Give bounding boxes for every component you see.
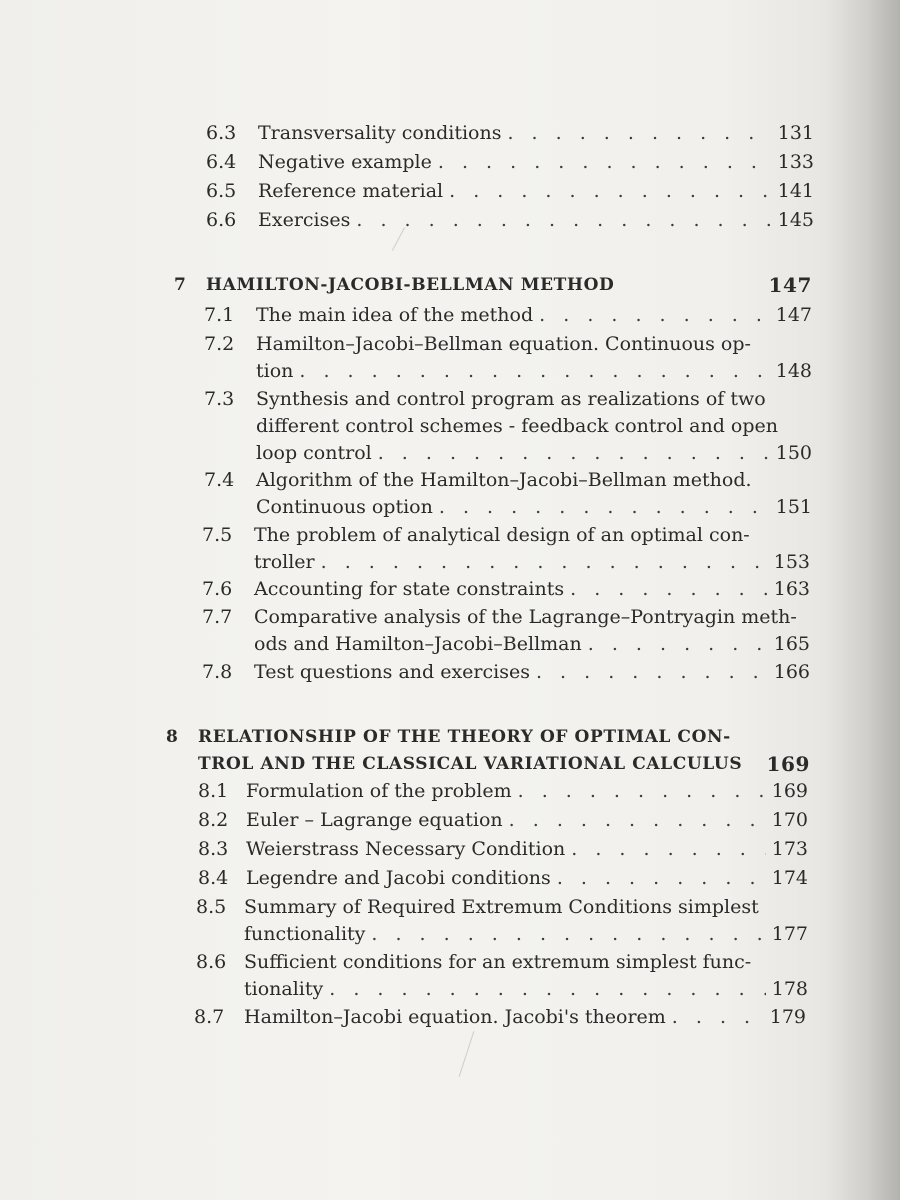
dot-leader [449, 178, 772, 205]
dot-leader [378, 440, 770, 467]
section-title: Negative example [258, 151, 432, 173]
toc-entry-7-1 [204, 302, 812, 329]
section-title: Formulation of the problem [246, 780, 512, 802]
page-number: 145 [777, 209, 814, 231]
toc-entry-8-7 [194, 1004, 806, 1031]
toc-entry-8-3 [198, 836, 808, 863]
section-title-line: Summary of Required Extremum Conditions simplest [244, 896, 759, 918]
page-number: 133 [777, 151, 814, 173]
toc-entry-7-4 [204, 467, 812, 521]
dot-leader [570, 576, 768, 603]
toc-entry-7-8 [202, 659, 810, 686]
section-number: 8.3 [198, 838, 229, 860]
section-title: Euler – Lagrange equation [246, 809, 503, 831]
section-number: 7.3 [204, 388, 235, 410]
section-title-line: tion [256, 360, 294, 382]
dot-leader [299, 358, 769, 385]
page-number: 165 [773, 633, 810, 655]
toc-entry-8-6 [196, 949, 808, 1003]
page-number: 141 [777, 180, 814, 202]
section-number: 6.3 [206, 122, 237, 144]
dot-leader [672, 1004, 764, 1031]
toc-entry-6-6 [206, 207, 814, 234]
chapter-number: 8 [166, 727, 179, 747]
page-number: 147 [775, 304, 812, 326]
section-number: 8.4 [198, 867, 229, 889]
section-number: 7.8 [202, 661, 233, 683]
dot-leader [438, 149, 772, 176]
section-number: 7.6 [202, 578, 233, 600]
chapter-title-line: RELATIONSHIP OF THE THEORY OF OPTIMAL CON- [198, 727, 731, 747]
toc-entry-6-5 [206, 178, 814, 205]
dot-leader [518, 778, 766, 805]
chapter-title-line: TROL AND THE CLASSICAL VARIATIONAL CALCULUS [198, 754, 743, 774]
section-title-line: different control schemes - feedback control and open [256, 415, 778, 437]
dot-leader [539, 302, 770, 329]
page-number: 151 [775, 496, 812, 518]
chapter-heading-8 [166, 724, 810, 778]
section-title: Test questions and exercises [254, 661, 530, 683]
section-number: 8.1 [198, 780, 229, 802]
dot-leader [536, 659, 768, 686]
section-title: Reference material [258, 180, 444, 202]
section-number: 6.5 [206, 180, 237, 202]
page-number: 169 [771, 780, 808, 802]
section-number: 7.7 [202, 606, 233, 628]
section-number: 7.4 [204, 469, 235, 491]
page-number: 178 [771, 978, 808, 1000]
page-number: 148 [775, 360, 812, 382]
page-number: 177 [771, 923, 808, 945]
toc-entry-6-4 [206, 149, 814, 176]
page-number: 173 [771, 838, 808, 860]
section-number: 7.2 [204, 333, 235, 355]
section-title: Weierstrass Necessary Condition [246, 838, 566, 860]
dot-leader [371, 921, 765, 948]
section-number: 6.4 [206, 151, 237, 173]
section-title: Exercises [258, 209, 351, 231]
section-title: The main idea of the method [256, 304, 534, 326]
section-title-line: Continuous option [256, 496, 433, 518]
toc-entry-7-7 [202, 604, 810, 658]
toc-entry-8-1 [198, 778, 808, 805]
section-title-line: loop control [256, 442, 372, 464]
dot-leader [439, 494, 770, 521]
toc-entry-8-4 [198, 865, 808, 892]
dot-leader [588, 631, 768, 658]
page-number: 179 [769, 1006, 806, 1028]
section-title-line: functionality [244, 923, 366, 945]
section-title-line: troller [254, 551, 315, 573]
dot-leader [321, 549, 768, 576]
chapter-page-number: 147 [768, 273, 812, 297]
section-number: 8.6 [196, 951, 227, 973]
toc-entry-7-6 [202, 576, 810, 603]
section-number: 6.6 [206, 209, 237, 231]
section-title-line: Sufficient conditions for an extremum simplest func- [244, 951, 752, 973]
dot-leader [329, 976, 765, 1003]
toc-entry-8-5 [196, 894, 808, 948]
section-number: 8.2 [198, 809, 229, 831]
page-number: 174 [771, 867, 808, 889]
section-title-line: tionality [244, 978, 324, 1000]
chapter-number: 7 [174, 275, 187, 295]
page-number: 163 [773, 578, 810, 600]
section-title: Accounting for state constraints [254, 578, 565, 600]
section-title-line: ods and Hamilton–Jacobi–Bellman [254, 633, 582, 655]
dot-leader [571, 836, 765, 863]
page-number: 170 [771, 809, 808, 831]
section-title: Legendre and Jacobi conditions [246, 867, 551, 889]
page-number: 150 [775, 442, 812, 464]
chapter-heading-7 [174, 272, 812, 299]
section-title-line: Algorithm of the Hamilton–Jacobi–Bellman method. [256, 469, 752, 491]
dot-leader [507, 120, 771, 147]
section-title-line: Hamilton–Jacobi–Bellman equation. Continuous op- [256, 333, 751, 355]
section-number: 7.5 [202, 524, 233, 546]
section-number: 7.1 [204, 304, 235, 326]
section-title: Transversality conditions [258, 122, 502, 144]
chapter-title: HAMILTON-JACOBI-BELLMAN METHOD [206, 275, 615, 295]
toc-entry-7-5 [202, 522, 810, 576]
dot-leader [509, 807, 766, 834]
chapter-page-number: 169 [766, 752, 810, 776]
toc-entry-7-2 [204, 331, 812, 385]
section-title-line: The problem of analytical design of an optimal con- [254, 524, 750, 546]
section-title-line: Synthesis and control program as realizations of two [256, 388, 766, 410]
page-number: 153 [773, 551, 810, 573]
dot-leader [356, 207, 771, 234]
dot-leader [557, 865, 766, 892]
page-number: 166 [773, 661, 810, 683]
section-number: 8.7 [194, 1006, 225, 1028]
toc-entry-7-3 [204, 386, 812, 467]
toc-entry-6-3 [206, 120, 814, 147]
page-number: 131 [777, 122, 814, 144]
toc-entry-8-2 [198, 807, 808, 834]
section-number: 8.5 [196, 896, 227, 918]
section-title: Hamilton–Jacobi equation. Jacobi's theorem [244, 1006, 666, 1028]
section-title-line: Comparative analysis of the Lagrange–Pontryagin meth- [254, 606, 797, 628]
